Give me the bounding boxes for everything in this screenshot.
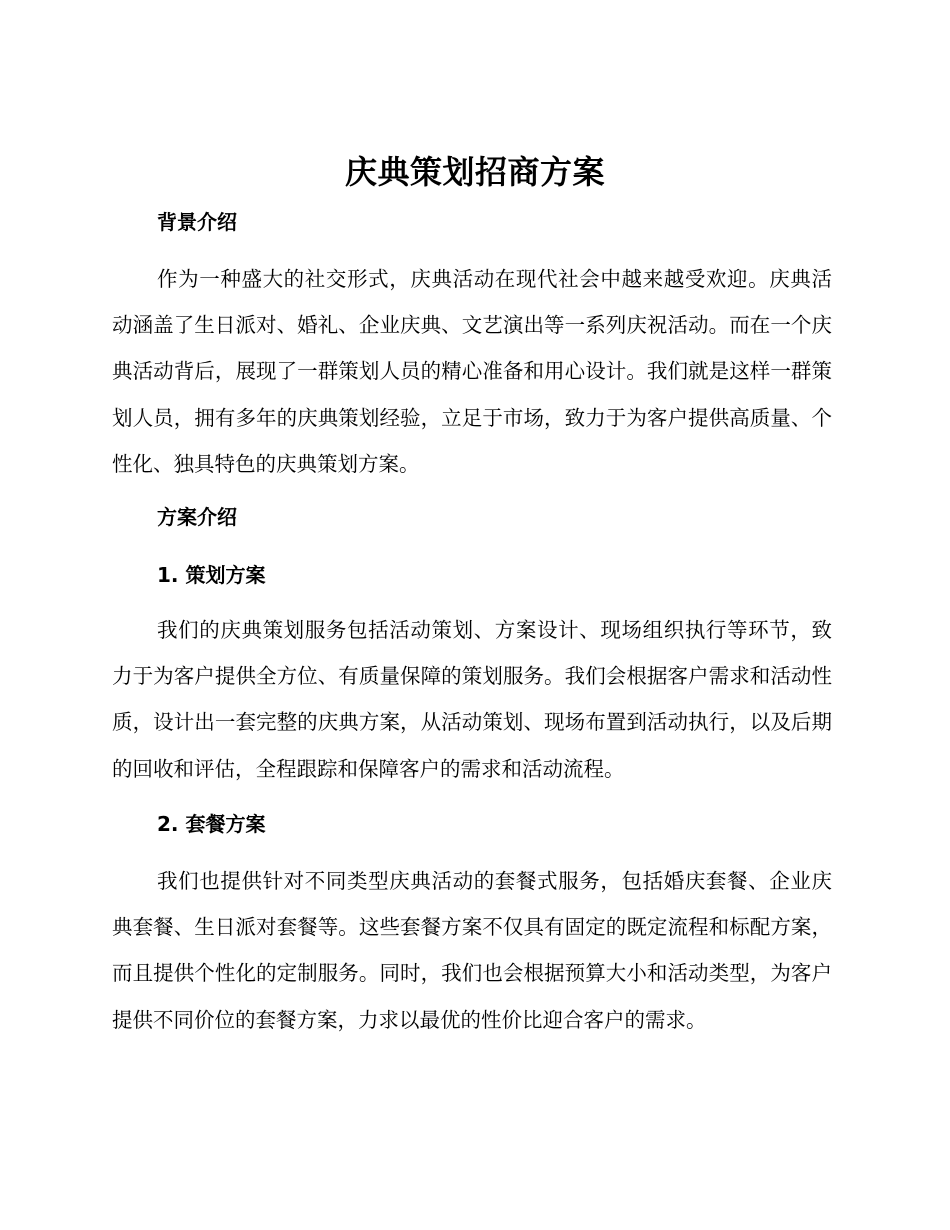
section-paragraph-planning: 我们的庆典策划服务包括活动策划、方案设计、现场组织执行等环节，致力于为客户提供全方位、有质量保障的策划服务。我们会根据客户需求和活动性质，设计出一套完整的庆典方案，从活动策划、现场布置到活动执行，以及后期的回收和评估，全程跟踪和保障客户的需求和活动流程。: [112, 618, 832, 781]
section-paragraph-package: 我们也提供针对不同类型庆典活动的套餐式服务，包括婚庆套餐、企业庆典套餐、生日派对套餐等。这些套餐方案不仅具有固定的既定流程和标配方案，而且提供个性化的定制服务。同时，我们也会根据预算大小和活动类型，为客户提供不同价位的套餐方案，力求以最优的性价比迎合客户的需求。: [112, 869, 832, 1032]
document-title: 庆典策划招商方案: [344, 153, 605, 191]
section-heading-plan-intro: 方案介绍: [157, 505, 237, 529]
section-paragraph-background: 作为一种盛大的社交形式，庆典活动在现代社会中越来越受欢迎。庆典活动涵盖了生日派对、婚礼、企业庆典、文艺演出等一系列庆祝活动。而在一个庆典活动背后，展现了一群策划人员的精心准备和用心设计。我们就是这样一群策划人员，拥有多年的庆典策划经验，立足于市场，致力于为客户提供高质量、个性化、独具特色的庆典策划方案。: [112, 267, 832, 476]
section-heading-background: 背景介绍: [157, 210, 237, 234]
section-heading-package: 2. 套餐方案: [157, 812, 266, 836]
section-heading-planning: 1. 策划方案: [157, 563, 266, 587]
